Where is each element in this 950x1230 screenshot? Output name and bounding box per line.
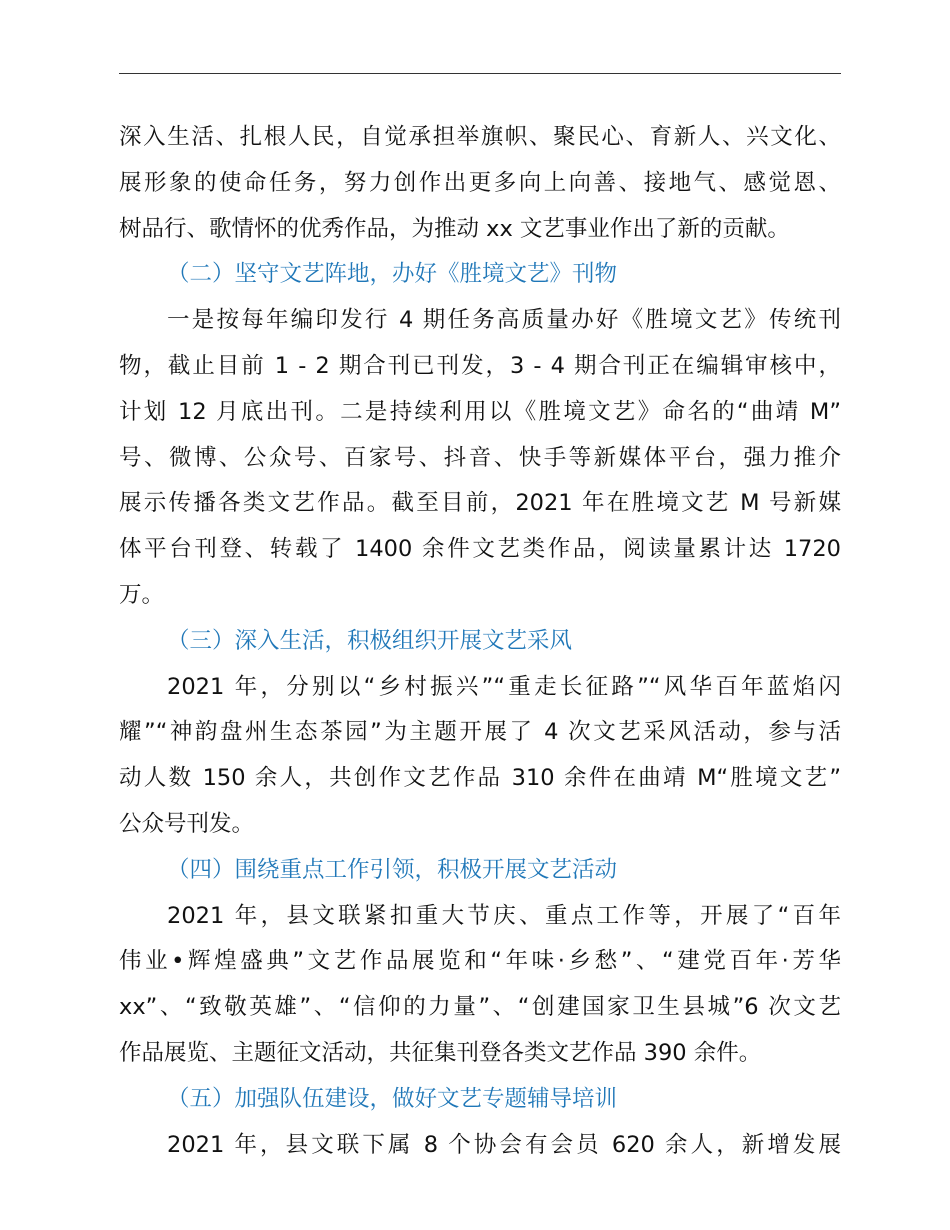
body-line: 展示传播各类文艺作品。截至目前，2021 年在胜境文艺 M 号新媒 (119, 490, 841, 517)
section-heading-2: （二）坚守文艺阵地，办好《胜境文艺》刊物 (167, 261, 618, 288)
header-rule (119, 73, 841, 74)
body-line: 动人数 150 余人，共创作文艺作品 310 余件在曲靖 M“胜境文艺” (119, 765, 841, 792)
body-line: xx”、“致敬英雄”、“信仰的力量”、“创建国家卫生县城”6 次文艺 (119, 994, 841, 1021)
body-line: 2021 年，分别以“乡村振兴”“重走长征路”“风华百年蓝焰闪 (167, 673, 841, 700)
body-line: 一是按每年编印发行 4 期任务高质量办好《胜境文艺》传统刊 (167, 307, 841, 334)
body-line: 伟业•辉煌盛典”文艺作品展览和“年味·乡愁”、“建党百年·芳华 (119, 948, 841, 975)
body-line: 体平台刊登、转载了 1400 余件文艺类作品，阅读量累计达 1720 (119, 536, 841, 563)
body-line: 深入生活、扎根人民，自觉承担举旗帜、聚民心、育新人、兴文化、 (119, 124, 841, 150)
body-line: 物，截止目前 1 - 2 期合刊已刊发，3 - 4 期合刊正在编辑审核中， (119, 352, 841, 379)
section-heading-5: （五）加强队伍建设，做好文艺专题辅导培训 (167, 1085, 618, 1112)
body-line: 公众号刊发。 (119, 810, 255, 837)
section-heading-3: （三）深入生活，积极组织开展文艺采风 (167, 627, 573, 654)
body-line: 树品行、歌情怀的优秀作品，为推动 xx 文艺事业作出了新的贡献。 (119, 215, 790, 242)
body-line: 计划 12 月底出刊。二是持续利用以《胜境文艺》命名的“曲靖 M” (119, 398, 841, 425)
body-line: 号、微博、公众号、百家号、抖音、快手等新媒体平台，强力推介 (119, 444, 841, 471)
document-body (119, 115, 841, 1168)
body-line: 2021 年，县文联下属 8 个协会有会员 620 余人，新增发展 (167, 1131, 841, 1158)
body-line: 万。 (119, 581, 165, 608)
body-line: 耀”“神韵盘州生态茶园”为主题开展了 4 次文艺采风活动，参与活 (119, 719, 841, 746)
body-line: 展形象的使命任务，努力创作出更多向上向善、接地气、感觉恩、 (119, 169, 841, 196)
section-heading-4: （四）围绕重点工作引领，积极开展文艺活动 (167, 856, 618, 883)
body-line: 2021 年，县文联紧扣重大节庆、重点工作等，开展了“百年 (167, 902, 841, 929)
body-line: 作品展览、主题征文活动，共征集刊登各类文艺作品 390 余件。 (119, 1039, 762, 1066)
